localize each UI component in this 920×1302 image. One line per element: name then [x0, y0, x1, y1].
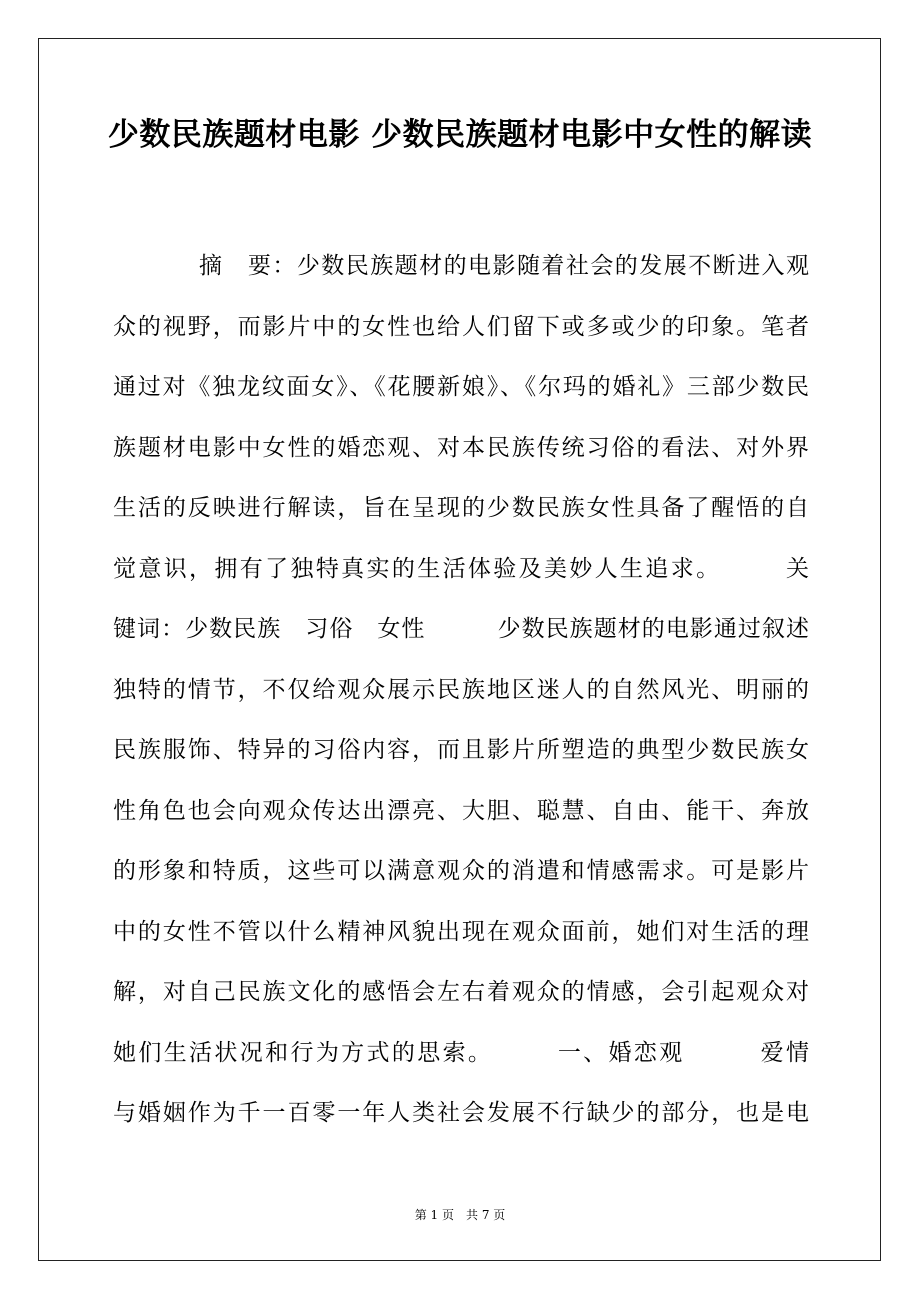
text-line: 摘 要：少数民族题材的电影随着社会的发展不断进入观	[199, 253, 809, 279]
body-text	[113, 236, 809, 1144]
text-line: 族题材电影中女性的婚恋观、对本民族传统习俗的看法、对外界	[113, 434, 809, 461]
text-line: 解，对自己民族文化的感悟会左右着观众的情感，会引起观众对	[113, 979, 809, 1005]
text-line: 独特的情节，不仅给观众展示民族地区迷人的自然风光、明丽的	[113, 676, 809, 703]
text-line: 通过对《独龙纹面女》、《花腰新娘》、《尔玛的婚礼》三部少数民	[113, 374, 809, 400]
text-line: 众的视野，而影片中的女性也给人们留下或多或少的印象。笔者	[113, 313, 809, 340]
text-line: 她们生活状况和行为方式的思索。 一、婚恋观 爱情	[113, 1039, 809, 1066]
text-line: 与婚姻作为千一百零一年人类社会发展不行缺少的部分，也是电	[113, 1100, 809, 1126]
text-line: 生活的反映进行解读，旨在呈现的少数民族女性具备了醒悟的自	[113, 495, 809, 521]
text-line: 中的女性不管以什么精神风貌出现在观众面前，她们对生活的理	[113, 918, 809, 945]
text-line: 的形象和特质，这些可以满意观众的消遣和情感需求。可是影片	[113, 858, 809, 884]
text-line: 觉意识，拥有了独特真实的生活体验及美妙人生追求。 关	[113, 555, 809, 582]
page-footer: 第 1 页 共 7 页	[414, 1208, 506, 1222]
document-title: 少数民族题材电影 少数民族题材电影中女性的解读	[107, 117, 813, 153]
text-line: 民族服饰、特异的习俗内容，而且影片所塑造的典型少数民族女	[113, 737, 809, 763]
text-line: 键词：少数民族 习俗 女性 少数民族题材的电影通过叙述	[113, 616, 809, 642]
text-line: 性角色也会向观众传达出漂亮、大胆、聪慧、自由、能干、奔放	[113, 797, 809, 824]
